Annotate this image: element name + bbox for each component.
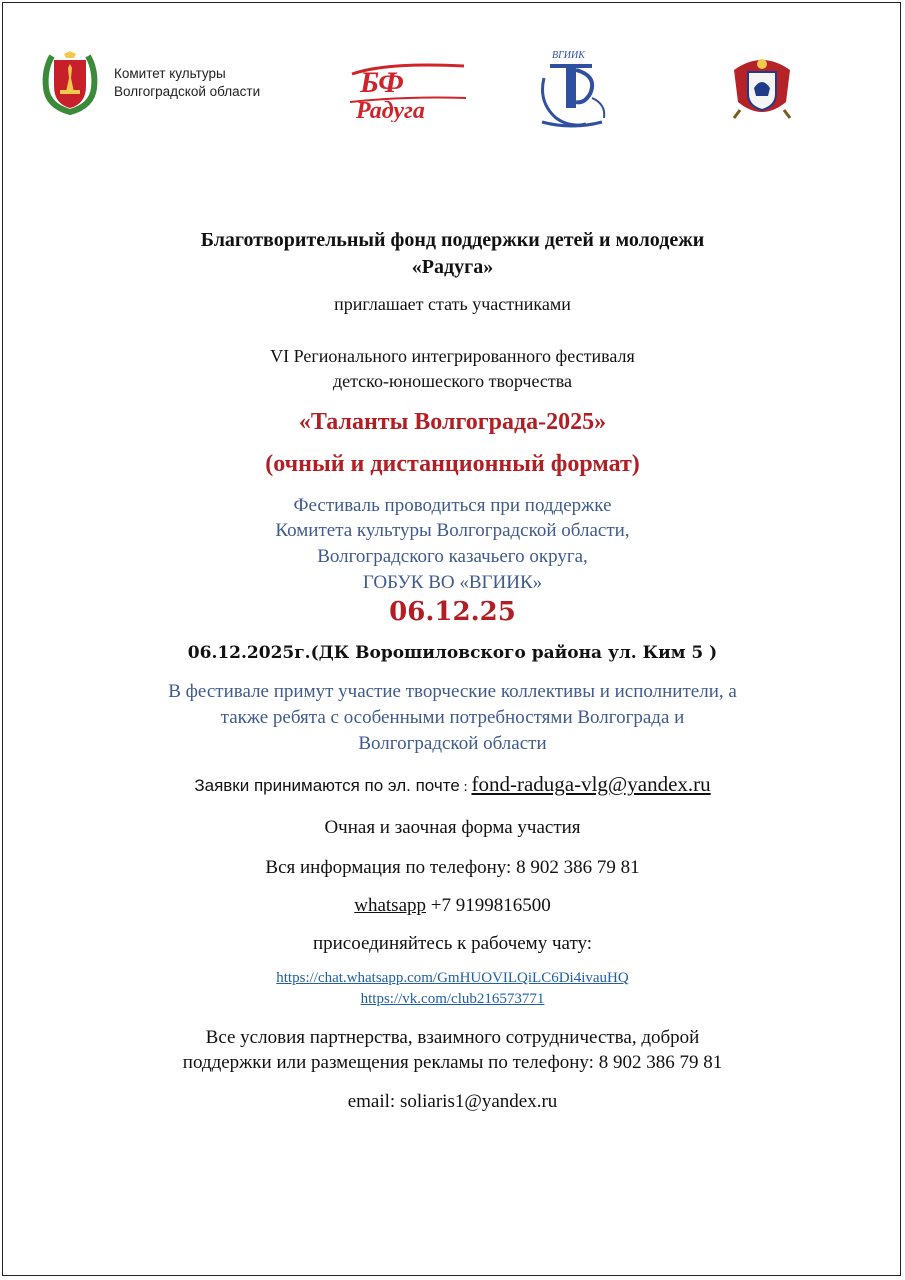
cossack-coat-of-arms-icon [730,52,794,122]
logo-strip [0,30,905,160]
vgiik-letters: ВГИИК [552,50,585,61]
applications-label: Заявки принимаются по эл. почте [194,776,460,795]
support-line1: Фестиваль проводиться при поддержке [293,495,612,516]
vk-link-row [0,991,905,1008]
raduga-letters: Радуга [356,98,425,122]
vk-group-link[interactable]: https://vk.com/club216573771 [360,991,545,1007]
vgiik-emblem-icon [536,48,610,132]
whatsapp-chat-link[interactable]: https://chat.whatsapp.com/GmHUOVILQiLC6Di4ivauHQ [276,970,629,986]
page-border [2,2,901,1276]
vgiik-logo [536,48,610,132]
contact-email: email: soliaris1@yandex.ru [347,1091,558,1112]
participants-line1: В фестивале примут участие творческие коллективы и исполнители, а [168,681,737,702]
festival-line1: VI Регионального интегрированного фестиваля [270,346,635,366]
festival-venue: 06.12.2025г.(ДК Ворошиловского района ул. Ким 5 ) [187,643,718,663]
bf-raduga-logo-icon [346,58,470,122]
whatsapp-link[interactable]: whatsapp [354,895,427,916]
volgograd-coat-of-arms-icon [38,50,102,116]
join-chat-text: присоединяйтесь к рабочему чату: [312,933,593,954]
bf-raduga-logo [346,58,470,122]
phone-info: Вся информация по телефону: 8 902 386 79 81 [265,857,640,878]
festival-line2: детско-юношеского творчества [332,371,573,391]
committee-name-line1: Комитет культуры [114,66,226,81]
support-line4: ГОБУК ВО «ВГИИК» [362,572,543,593]
applications-row [0,772,905,797]
applications-email-link[interactable]: fond-raduga-vlg@yandex.ru [471,772,711,796]
invite-text: приглашает стать участниками [334,294,571,314]
cossack-district-logo [730,52,794,122]
participation-forms: Очная и заочная форма участия [324,817,581,838]
partnership-line1: Все условия партнерства, взаимного сотрудничества, доброй [205,1027,700,1048]
festival-title: «Таланты Волгограда-2025» [298,409,607,435]
fund-title-line2: «Радуга» [411,256,494,278]
fund-title-line1: Благотворительный фонд поддержки детей и молодежи [200,229,705,251]
partnership-line2: поддержки или размещения рекламы по телефону: 8 902 386 79 81 [182,1052,723,1073]
participants-line3: Волгоградской области [358,733,547,754]
applications-separator: : [459,779,472,795]
committee-logo [38,50,260,116]
chat-link-row [0,970,905,987]
bf-letters: БФ [360,66,404,99]
committee-name-line2: Волгоградской области [114,84,261,99]
festival-date: 06.12.25 [389,597,516,627]
whatsapp-number: +7 9199816500 [426,895,551,916]
whatsapp-row [0,895,905,917]
support-line2: Комитета культуры Волгоградской области, [275,520,630,541]
support-line3: Волгоградского казачьего округа, [317,546,588,567]
participants-line2: также ребята с особенными потребностями Волгограда и [220,707,685,728]
festival-format: (очный и дистанционный формат) [265,451,640,477]
